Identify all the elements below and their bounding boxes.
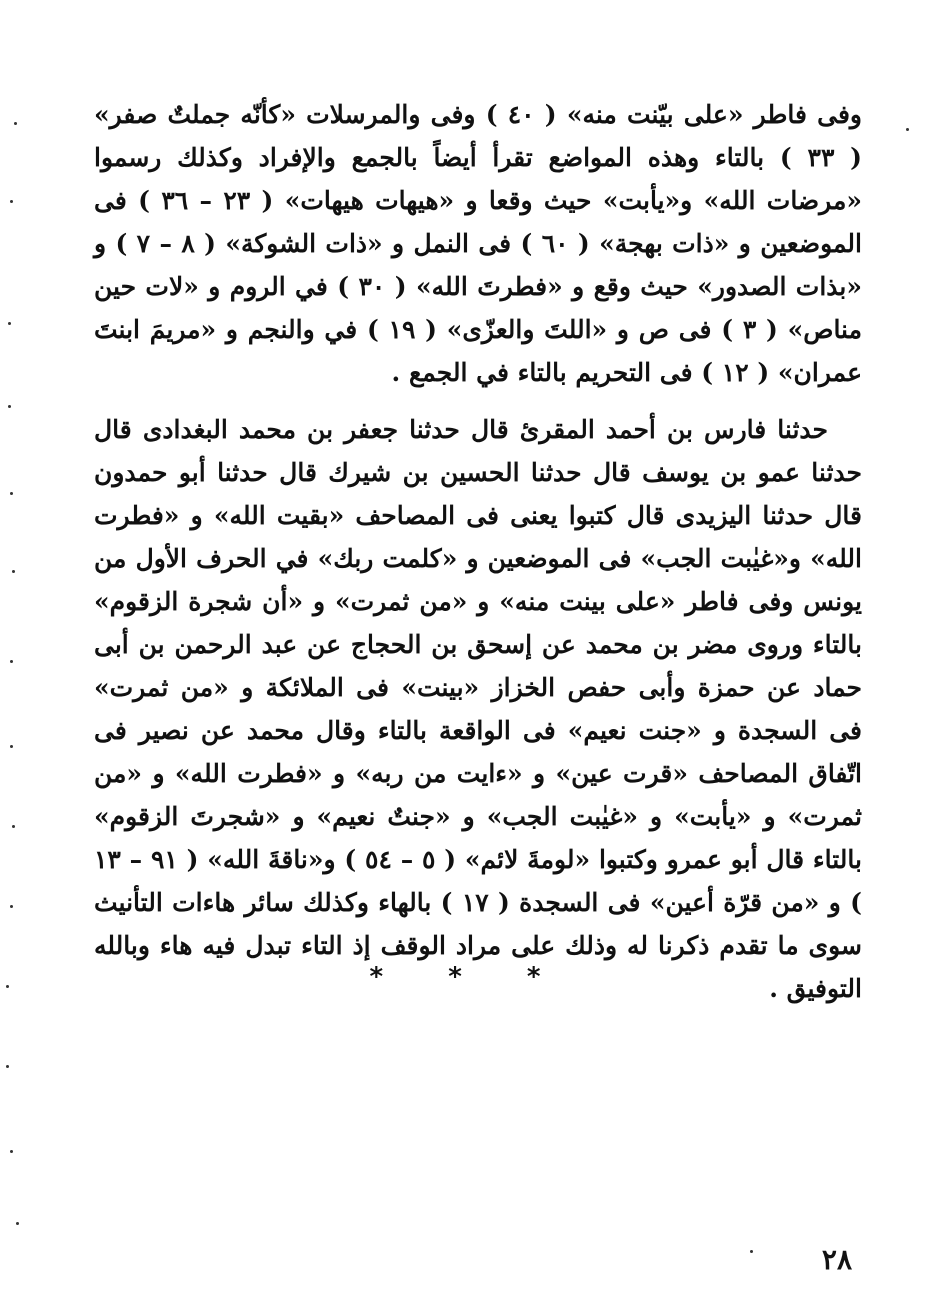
scan-speck xyxy=(8,322,11,325)
scan-speck xyxy=(10,660,13,663)
scan-speck xyxy=(10,492,13,495)
scan-speck xyxy=(10,905,13,908)
scan-speck xyxy=(8,405,11,408)
scan-speck xyxy=(6,1065,9,1068)
scan-speck xyxy=(12,825,15,828)
paragraph-1: وفى فاطر «على بيّنت منه» ( ٤٠ ) وفى والمرسلات «كأنّه جملتٌ صفر» ( ٣٣ ) بالتاء وهذه المواضع تقرأ أيضاً بالجمع والإفراد وكذلك رسموا «مرضات الله» و«يأبت» حيث وقعا و «هيهات هيهات» ( ٢٣ – ٣٦ ) فى الموضعين و «ذات بهجة» ( ٦٠ ) فى النمل و «ذات الشوكة» ( ٨ – ٧ ) و «بذات الصدور» حيث وقع و «فطرتَ الله» ( ٣٠ ) في الروم و «لات حين مناص» ( ٣ ) فى ص و «اللتَ والعزّى» ( ١٩ ) في والنجم و «مريمَ ابنتَ عمران» ( ١٢ ) فى التحريم بالتاء في الجمع . xyxy=(94,100,862,387)
scan-speck xyxy=(16,1222,19,1225)
scan-speck xyxy=(10,200,13,203)
scan-speck xyxy=(906,128,909,131)
paragraph-2: حدثنا فارس بن أحمد المقرئ قال حدثنا جعفر بن محمد البغدادى قال حدثنا عمو بن يوسف قال حدثنا الحسين بن شيرك قال حدثنا أبو حمدون قال حدثنا اليزيدى قال كتبوا يعنى فى المصاحف «بقيت الله» و «فطرت الله» و«غيٰبت الجب» فى الموضعين و «كلمت ربك» في الحرف الأول من يونس وفى فاطر «على بينت منه» و «من ثمرت» و «أن شجرة الزقوم» بالتاء وروى مضر بن محمد عن إسحق بن الحجاج عن عبد الرحمن بن أبى حماد عن حمزة وأبى حفص الخزاز «بينت» فى الملائكة و «من ثمرت» فى السجدة و «جنت نعيم» فى الواقعة بالتاء وقال محمد عن نصير فى اتّفاق المصاحف «قرت عين» و «ءايت من ربه» و «فطرت الله» و «من ثمرت» و «يأبت» و «غيٰبت الجب» و «جنتٌ نعيم» و «شجرتَ الزقوم» بالتاء قال أبو عمرو وكتبوا «لومةَ لائم» ( ٥ – ٥٤ ) و«ناقةَ الله» ( ٩١ – ١٣ ) و «من قرّة أعين» فى السجدة ( ١٧ ) بالهاء وكذلك سائر هاءات التأنيث سوى ما تقدم ذكرنا له وذلك على مراد الوقف إذ التاء تبدل فيه هاء وبالله التوفيق . xyxy=(94,415,862,1003)
scan-speck xyxy=(12,570,15,573)
scan-speck xyxy=(10,745,13,748)
scan-speck xyxy=(14,122,17,125)
scan-speck xyxy=(10,1150,13,1153)
scan-speck xyxy=(750,1250,753,1253)
scan-speck xyxy=(6,985,9,988)
page-number: ٢٨ xyxy=(821,1243,852,1276)
section-separator: * * * xyxy=(369,962,569,992)
